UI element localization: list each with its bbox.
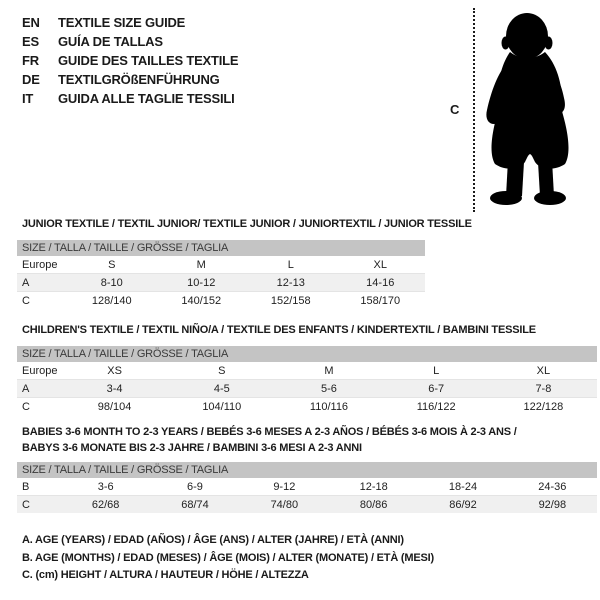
language-row-it	[22, 89, 238, 108]
language-code: ES	[22, 34, 39, 49]
table-cell: 24-36	[538, 480, 567, 493]
column-header: XS	[107, 364, 122, 377]
language-row-en	[22, 13, 238, 32]
table-cell: 14-16	[366, 276, 395, 289]
row-label: A	[22, 276, 30, 289]
language-code: EN	[22, 15, 40, 30]
column-header: L	[433, 364, 440, 377]
table-row-a	[17, 380, 597, 398]
table-cell: 74/80	[270, 498, 299, 511]
column-header: XL	[373, 258, 387, 271]
table-cell: 18-24	[448, 480, 478, 493]
table-cell: 104/110	[202, 400, 242, 413]
table-cell: 9-12	[273, 480, 296, 493]
row-label: C	[22, 498, 30, 511]
column-header: Europe	[22, 258, 58, 271]
language-code: DE	[22, 72, 40, 87]
height-measure-line	[473, 8, 475, 212]
table-cell: 4-5	[213, 382, 230, 395]
size-header-bar: SIZE / TALLA / TAILLE / GRÖSSE / TAGLIA	[17, 240, 425, 256]
size-header-bar: SIZE / TALLA / TAILLE / GRÖSSE / TAGLIA	[17, 462, 597, 478]
language-row-fr	[22, 51, 238, 70]
table-cell: 140/152	[181, 294, 222, 307]
column-header-row	[17, 256, 425, 274]
table-cell: 128/140	[91, 294, 132, 307]
table-cell: 110/116	[309, 400, 349, 413]
table-row-c	[17, 292, 425, 309]
footnote-c: C. (cm) HEIGHT / ALTURA / HAUTEUR / HÖHE / ALTEZZA	[22, 569, 309, 581]
table-cell: 12-18	[359, 480, 388, 493]
table-cell: 86/92	[449, 498, 477, 511]
table-cell: 8-10	[100, 276, 123, 289]
footnote-a: A. AGE (YEARS) / EDAD (AÑOS) / ÂGE (ANS) / ALTER (JAHRE) / ETÀ (ANNI)	[22, 534, 404, 546]
language-title: GUÍA DE TALLAS	[58, 34, 163, 49]
table-cell: 92/98	[538, 498, 567, 511]
column-header: L	[287, 258, 294, 271]
table-cell: 152/158	[270, 294, 311, 307]
table-cell: 80/86	[359, 498, 388, 511]
language-code: FR	[22, 53, 39, 68]
table-cell: 158/170	[360, 294, 401, 307]
junior-size-table	[17, 240, 425, 309]
column-header: Europe	[22, 364, 58, 377]
row-label: C	[22, 400, 30, 413]
language-code: IT	[22, 91, 34, 106]
table-row-b	[17, 478, 597, 496]
table-cell: 12-13	[276, 276, 305, 289]
table-cell: 62/68	[91, 498, 120, 511]
table-row-c	[17, 496, 597, 513]
height-measure-label: C	[450, 102, 460, 117]
table-cell: 10-12	[187, 276, 216, 289]
footnotes	[22, 532, 434, 585]
column-header: S	[108, 258, 116, 271]
babies-size-table	[17, 462, 597, 513]
junior-table-title: JUNIOR TEXTILE / TEXTIL JUNIOR/ TEXTILE JUNIOR / JUNIORTEXTIL / JUNIOR TESSILE	[22, 218, 472, 230]
table-cell: 7-8	[535, 382, 552, 395]
children-table-title: CHILDREN'S TEXTILE / TEXTIL NIÑO/A / TEXTILE DES ENFANTS / KINDERTEXTIL / BAMBINI TESSILE	[22, 324, 536, 336]
babies-title-line2: BABYS 3-6 MONATE BIS 2-3 JAHRE / BAMBINI 3-6 MESI A 2-3 ANNI	[22, 442, 362, 454]
table-cell: 5-6	[321, 382, 337, 395]
table-cell: 6-7	[428, 382, 445, 395]
table-cell: 122/128	[523, 400, 564, 413]
row-label: C	[22, 294, 30, 307]
table-row-c	[17, 398, 597, 415]
column-header: M	[196, 258, 206, 271]
language-title: GUIDE DES TAILLES TEXTILE	[58, 53, 239, 68]
language-title: TEXTILE SIZE GUIDE	[58, 15, 186, 30]
language-row-es	[22, 32, 238, 51]
language-row-de	[22, 70, 238, 89]
children-size-table	[17, 346, 597, 415]
babies-table-title	[22, 424, 517, 456]
table-cell: 3-4	[106, 382, 123, 395]
language-title: GUIDA ALLE TAGLIE TESSILI	[58, 91, 235, 106]
baby-silhouette-icon	[482, 10, 582, 211]
table-cell: 116/122	[416, 400, 456, 413]
language-list	[22, 13, 238, 108]
column-header: XL	[536, 364, 551, 377]
column-header-row	[17, 362, 597, 380]
language-title: TEXTILGRÖßENFÜHRUNG	[58, 72, 220, 87]
table-row-a	[17, 274, 425, 292]
column-header: M	[324, 364, 334, 377]
babies-title-line1: BABIES 3-6 MONTH TO 2-3 YEARS / BEBÉS 3-6 MESES A 2-3 AÑOS / BÉBÉS 3-6 MOIS À 2-3 ANS /	[22, 426, 517, 438]
row-label: B	[22, 480, 30, 493]
table-cell: 98/104	[97, 400, 132, 413]
column-header: S	[218, 364, 226, 377]
table-cell: 68/74	[181, 498, 209, 511]
footnote-b: B. AGE (MONTHS) / EDAD (MESES) / ÂGE (MOIS) / ALTER (MONATE) / ETÀ (MESI)	[22, 551, 434, 564]
table-cell: 3-6	[97, 480, 114, 493]
table-cell: 6-9	[187, 480, 203, 493]
size-header-bar: SIZE / TALLA / TAILLE / GRÖSSE / TAGLIA	[17, 346, 597, 362]
row-label: A	[22, 382, 30, 395]
